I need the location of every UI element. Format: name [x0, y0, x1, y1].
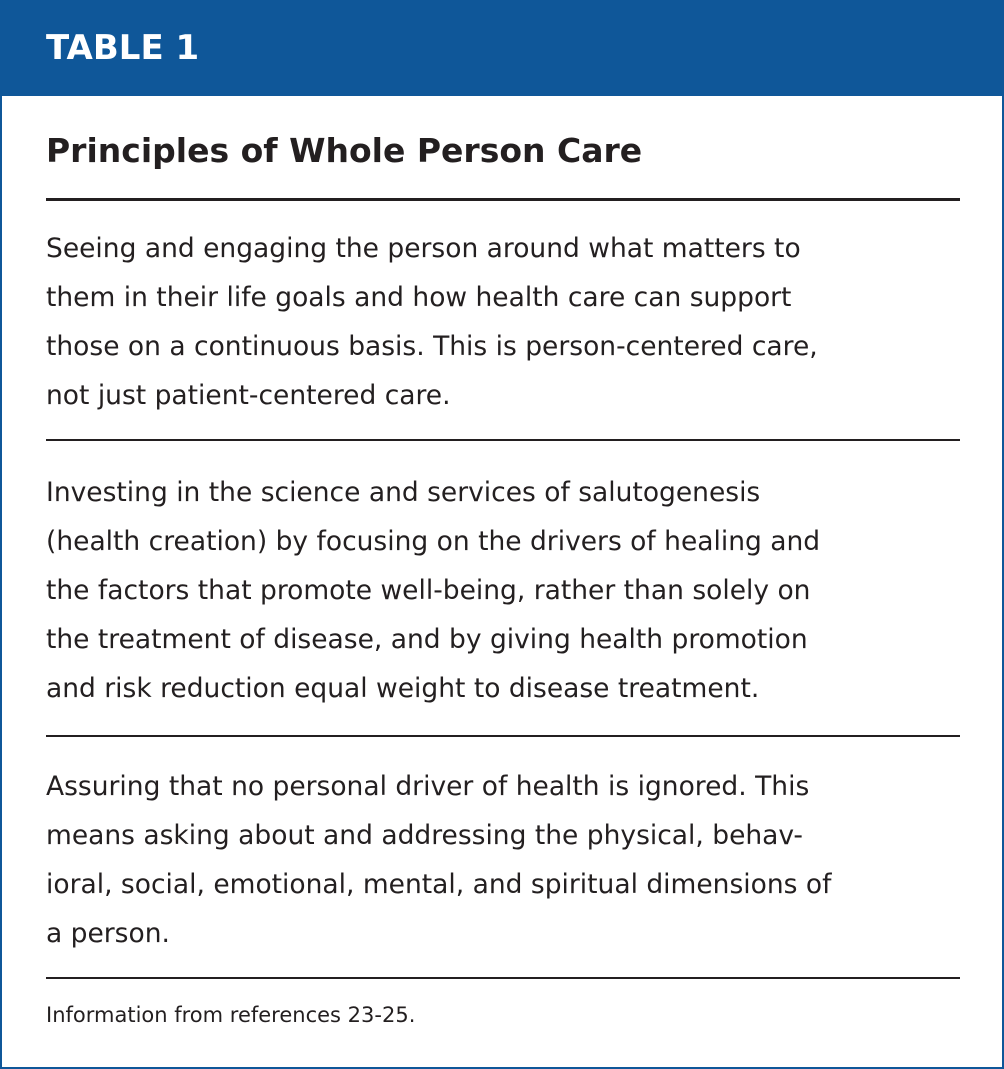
principle-2-line-1: Investing in the science and services of salutogenesis [46, 477, 761, 508]
principle-2-line-3: the factors that promote well-being, rather than solely on [46, 575, 811, 606]
table-label: TABLE 1 [46, 28, 200, 68]
principle-1-line-4: not just patient-centered care. [46, 380, 451, 411]
row-divider-2 [46, 735, 960, 737]
table-title: Principles of Whole Person Care [46, 131, 643, 170]
row-divider-1 [46, 439, 960, 441]
table-header-bar [2, 2, 1002, 96]
principle-2-line-4: the treatment of disease, and by giving health promotion [46, 624, 808, 655]
principle-1-line-3: those on a continuous basis. This is person-centered care, [46, 331, 818, 362]
principle-2-line-2: (health creation) by focusing on the drivers of healing and [46, 526, 821, 557]
title-rule [46, 198, 960, 201]
row-divider-3 [46, 977, 960, 979]
principle-2-line-5: and risk reduction equal weight to disease treatment. [46, 673, 760, 704]
principle-3 [46, 762, 960, 958]
principle-1-line-1: Seeing and engaging the person around what matters to [46, 233, 801, 264]
principle-3-line-4: a person. [46, 918, 170, 949]
principle-3-line-1: Assuring that no personal driver of health is ignored. This [46, 771, 810, 802]
principle-2 [46, 468, 960, 713]
principle-3-line-3: ioral, social, emotional, mental, and spiritual dimensions of [46, 869, 832, 900]
principle-3-line-2: means asking about and addressing the physical, behav- [46, 820, 803, 851]
principle-1 [46, 224, 960, 420]
principle-1-line-2: them in their life goals and how health care can support [46, 282, 792, 313]
table-footnote: Information from references 23-25. [46, 1003, 416, 1027]
